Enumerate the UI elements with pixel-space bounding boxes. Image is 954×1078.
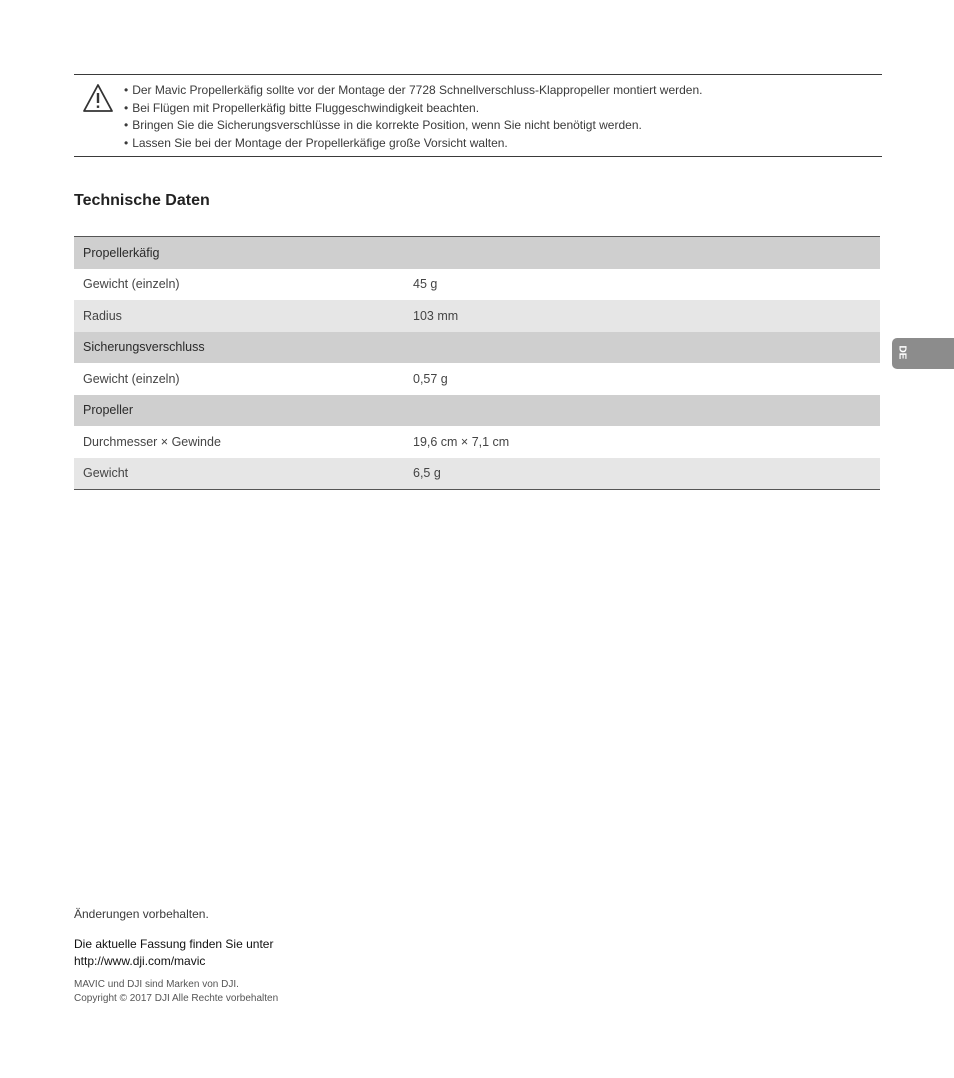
spec-group-label: Propeller — [83, 403, 134, 418]
warning-item: • Der Mavic Propellerkäfig sollte vor der Montage der 7728 Schnellverschluss-Klappropeller montiert werden. — [124, 82, 702, 100]
footer-link-line1: Die aktuelle Fassung finden Sie unter — [74, 937, 274, 951]
language-tab[interactable] — [892, 338, 954, 369]
spec-row — [74, 426, 880, 458]
footer-legal — [74, 978, 278, 1005]
spec-row — [74, 363, 880, 395]
warning-item: • Bei Flügen mit Propellerkäfig bitte Fluggeschwindigkeit beachten. — [124, 100, 702, 118]
spec-label: Gewicht (einzeln) — [83, 371, 180, 386]
footer-link-text — [74, 936, 273, 969]
spec-value: 45 g — [413, 277, 438, 292]
spec-label: Durchmesser × Gewinde — [83, 434, 221, 449]
spec-group-label: Sicherungsverschluss — [83, 340, 205, 355]
language-tab-label: DE — [896, 345, 908, 360]
spec-group-row — [74, 395, 880, 427]
spec-group-row — [74, 332, 880, 364]
spec-label: Radius — [83, 308, 122, 323]
spec-row — [74, 300, 880, 332]
spec-row — [74, 458, 880, 490]
footer-link-url[interactable]: http://www.dji.com/mavic — [74, 953, 206, 968]
warning-list — [124, 82, 702, 152]
trademark-line: MAVIC und DJI sind Marken von DJI. — [74, 979, 239, 990]
footer-note: Änderungen vorbehalten. — [74, 907, 209, 921]
warning-triangle-icon — [82, 83, 114, 113]
spec-group-label: Propellerkäfig — [83, 245, 160, 260]
spec-label: Gewicht — [83, 466, 129, 481]
spec-table — [74, 236, 880, 490]
warning-item: • Lassen Sie bei der Montage der Propellerkäfige große Vorsicht walten. — [124, 135, 702, 153]
warning-item: • Bringen Sie die Sicherungsverschlüsse in die korrekte Position, wenn Sie nicht benötigt werden. — [124, 117, 702, 135]
spec-group-row — [74, 237, 880, 269]
spec-value: 6,5 g — [413, 466, 441, 481]
section-title: Technische Daten — [74, 192, 210, 209]
copyright-line: Copyright © 2017 DJI Alle Rechte vorbehalten — [74, 992, 279, 1004]
spec-label: Gewicht (einzeln) — [83, 277, 180, 292]
spec-row — [74, 269, 880, 301]
spec-value: 0,57 g — [413, 371, 448, 386]
warning-box — [74, 74, 882, 157]
spec-value: 103 mm — [413, 308, 459, 323]
spec-value: 19,6 cm × 7,1 cm — [413, 434, 510, 449]
